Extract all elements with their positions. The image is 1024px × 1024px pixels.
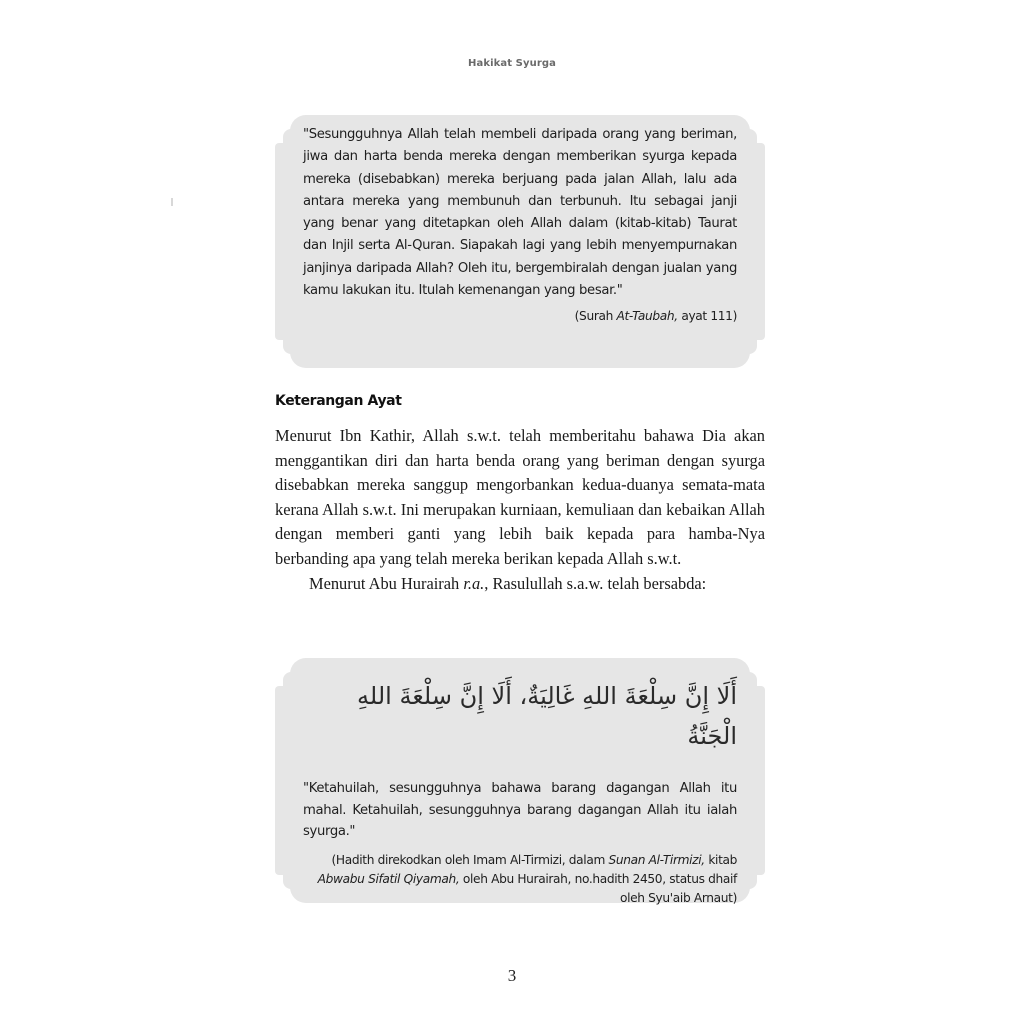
citation-surah: At-Taubah,: [616, 309, 678, 324]
citation-text: oleh Abu Hurairah, no.hadith 2450, status dhaif oleh Syu'aib Arnaut): [459, 871, 737, 905]
hadith-box: [275, 658, 765, 903]
intro-honorific: r.a.: [463, 573, 485, 593]
intro-text-end: , Rasulullah s.a.w. telah bersabda:: [484, 573, 707, 593]
citation-book: Sunan Al-Tirmizi,: [608, 852, 705, 867]
citation-prefix: (Surah: [574, 309, 617, 324]
citation-chapter: Abwabu Sifatil Qiyamah,: [317, 871, 460, 886]
intro-text: Menurut Abu Hurairah: [309, 573, 464, 593]
hadith-arabic-text: أَلَا إِنَّ سِلْعَةَ اللهِ غَالِيَةٌ، أَلَا إِنَّ سِلْعَةَ اللهِ الْجَنَّةُ: [357, 682, 737, 750]
box-shape-bottom: [290, 338, 750, 368]
stray-mark: [171, 198, 173, 206]
commentary-paragraph: Menurut Ibn Kathir, Allah s.w.t. telah memberitahu bahawa Dia akan menggantikan diri dan harta benda orang yang beriman dengan syurga disebabkan mereka sanggup mengorbankan kedua-duanya semata-mata kerana Allah s.w.t. Ini merupakan kurniaan, kemuliaan dan kebaikan Allah dengan memberi ganti yang lebih baik kepada para hamba-Nya berbanding apa yang telah mereka berikan kepada Allah s.w.t.: [275, 426, 765, 568]
commentary-body: [275, 424, 765, 596]
citation-suffix: ayat 111): [677, 309, 737, 324]
hadith-intro-paragraph: [275, 572, 765, 597]
page-number: 3: [507, 966, 517, 985]
running-head: Hakikat Syurga: [468, 58, 556, 69]
section-heading: Keterangan Ayat: [275, 393, 402, 409]
verse-citation: [303, 307, 737, 326]
hadith-citation: [303, 851, 737, 908]
verse-translation: "Sesungguhnya Allah telah membeli daripada orang yang beriman, jiwa dan harta benda mereka dengan memberikan syurga kepada mereka (disebabkan) mereka berjuang pada jalan Allah, lalu ada antara mereka yang membunuh dan terbunuh. Itu sebagai janji yang benar yang ditetapkan oleh Allah dalam (kitab-kitab) Taurat dan Injil serta Al-Quran. Siapakah lagi yang lebih menyempurnakan janjinya daripada Allah? Oleh itu, bergembiralah dengan jualan yang kamu lakukan itu. Itulah kemenangan yang besar.": [303, 127, 737, 299]
quran-verse-box: [275, 115, 765, 368]
hadith-translation: "Ketahuilah, sesungguhnya bahawa barang dagangan Allah itu mahal. Ketahuilah, sesungguhnya barang dagangan Allah itu ialah syurga.": [303, 781, 737, 839]
citation-text: (Hadith direkodkan oleh Imam Al-Tirmizi, dalam: [331, 852, 609, 867]
citation-text: kitab: [704, 852, 737, 867]
